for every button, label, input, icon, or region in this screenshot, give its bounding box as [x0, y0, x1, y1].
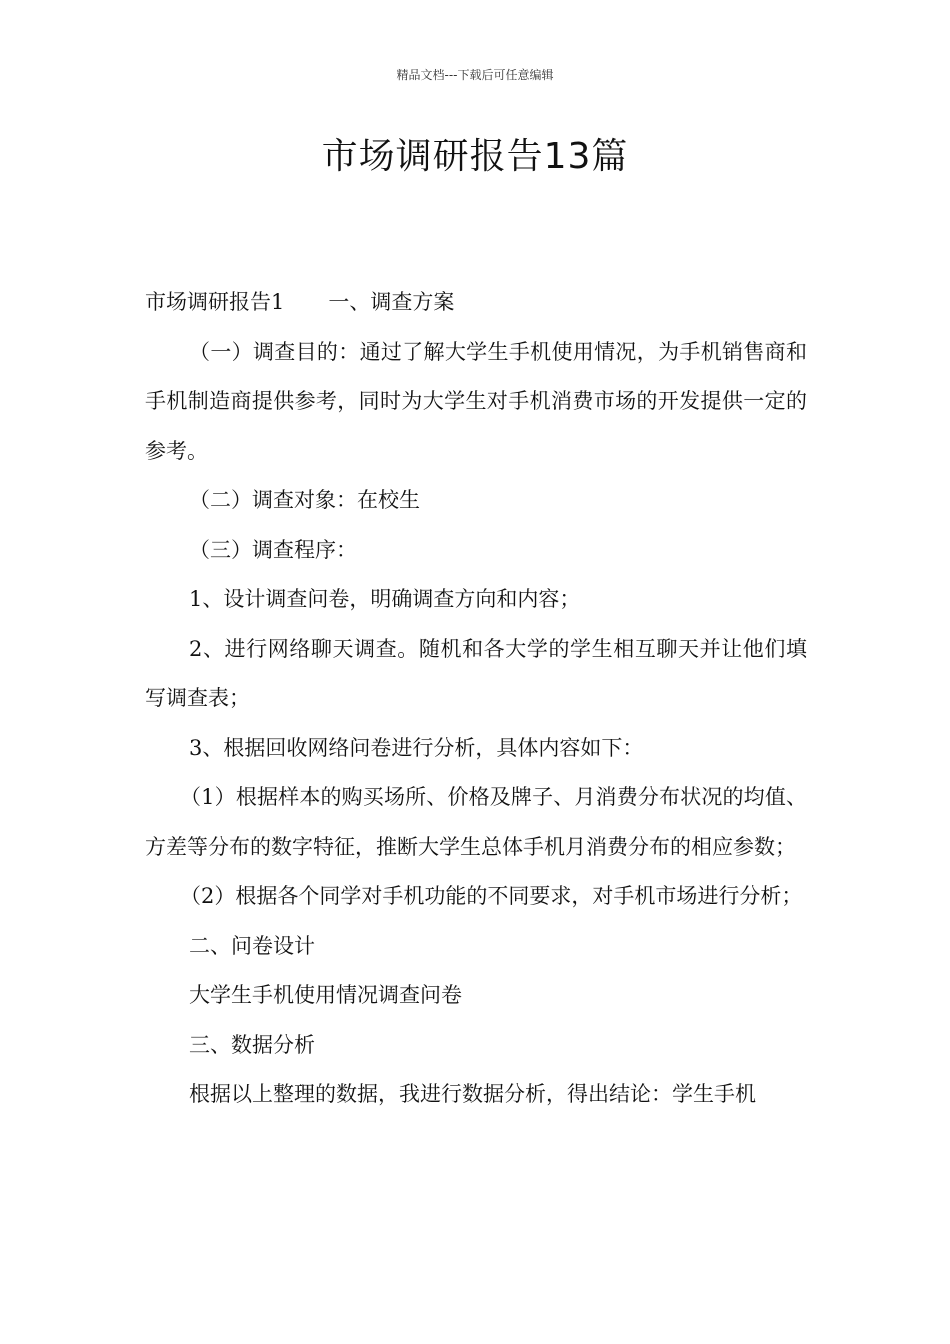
paragraph-step-1: 1、设计调查问卷，明确调查方向和内容；: [189, 587, 581, 611]
header-note: 精品文档---下载后可任意编辑: [396, 68, 554, 82]
paragraph-step-2: 2、进行网络聊天调查。随机和各大学的学生相互聊天并让他们填写调查表；: [145, 636, 807, 710]
section-title-questionnaire: 二、问卷设计: [189, 933, 315, 958]
section-title-analysis: 三、数据分析: [189, 1032, 315, 1057]
paragraph-analysis: 根据以上整理的数据，我进行数据分析，得出结论：学生手机: [189, 1082, 756, 1106]
paragraph-subject: （二）调查对象：在校生: [189, 488, 420, 512]
document-title: 市场调研报告13篇: [321, 136, 629, 177]
report-label: 市场调研报告1: [145, 290, 285, 314]
section-title-plan: 一、调查方案: [328, 290, 455, 314]
paragraph-step-3: 3、根据回收网络问卷进行分析，具体内容如下：: [189, 735, 644, 760]
paragraph-purpose: （一）调查目的：通过了解大学生手机使用情况，为手机销售商和手机制造商提供参考，同时为大学生对手机消费市场的开发提供一定的参考。: [145, 339, 807, 463]
questionnaire-name: 大学生手机使用情况调查问卷: [189, 983, 462, 1007]
report-heading-line: [145, 278, 807, 328]
paragraph-detail-1: （1）根据样本的购买场所、价格及牌子、月消费分布状况的均值、方差等分布的数字特征，推断大学生总体手机月消费分布的相应参数；: [145, 785, 807, 859]
paragraph-detail-2: （2）根据各个同学对手机功能的不同要求，对手机市场进行分析；: [180, 884, 803, 908]
document-body: [145, 278, 807, 1120]
paragraph-procedure: （三）调查程序：: [189, 537, 357, 562]
